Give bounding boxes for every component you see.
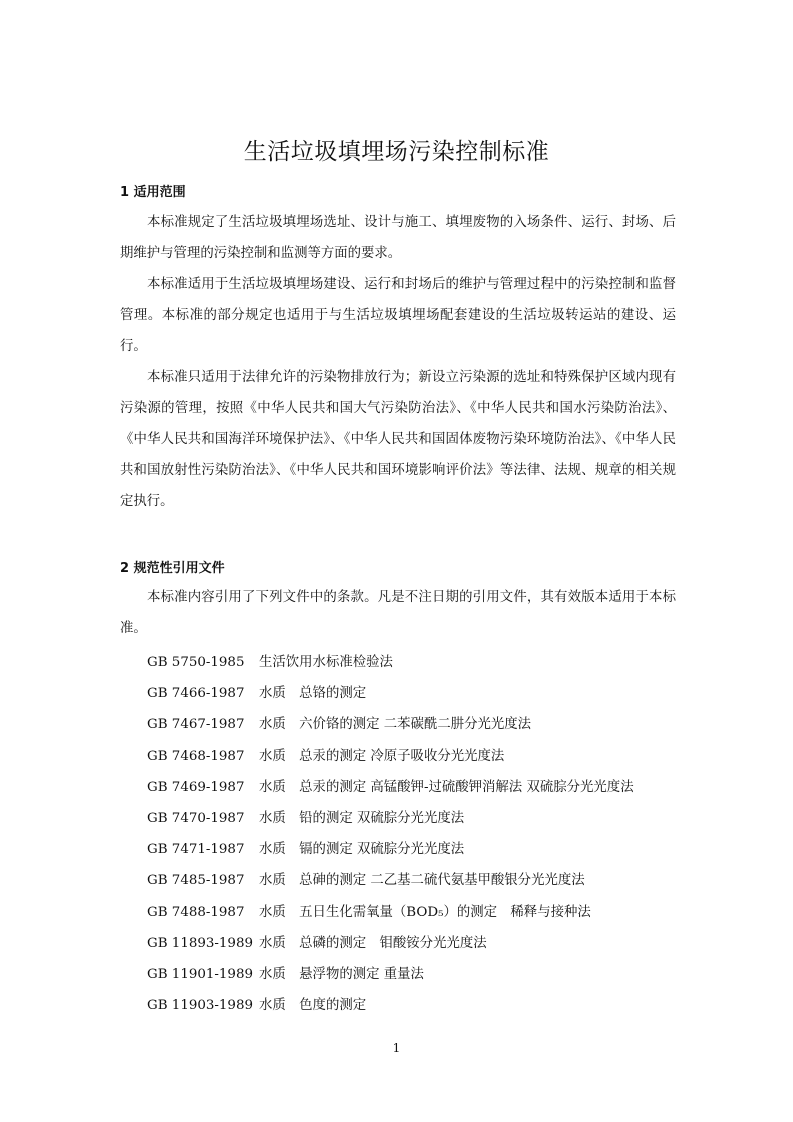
section-heading-scope: 1 适用范围 [120,185,186,200]
document-title: 生活垃圾填埋场污染控制标准 [243,139,550,166]
reference-code: GB 11893-1989 [147,935,253,951]
reference-title: 水质 总铬的测定 [259,686,367,702]
reference-title: 水质 总汞的测定 高锰酸钾-过硫酸钾消解法 双硫腙分光光度法 [259,779,634,795]
reference-item [147,959,634,990]
reference-item [147,678,634,709]
reference-title: 水质 悬浮物的测定 重量法 [259,966,424,982]
paragraph: 本标准内容引用了下列文件中的条款。凡是不注日期的引用文件，其有效版本适用于本标准。 [120,590,676,636]
paragraph: 本标准只适用于法律允许的污染物排放行为；新设立污染源的选址和特殊保护区域内现有污染源的管理，按照《中华人民共和国大气污染防治法》、《中华人民共和国水污染防治法》、《中华人民共和国海洋环境保护法》、《中华人民共和国固体废物污染环境防治法》、《中华人民共和国放射性污染防治法》、《中华人民共和国环境影响评价法》等法律、法规、规章的相关规定执行。 [120,370,676,509]
reference-code: GB 7466-1987 [147,686,245,702]
reference-code: GB 7469-1987 [147,779,245,795]
reference-list [147,647,634,1021]
reference-code: GB 7471-1987 [147,842,245,858]
reference-item [147,741,634,772]
reference-item [147,897,634,928]
reference-code: GB 7488-1987 [147,904,245,920]
reference-title: 水质 六价铬的测定 二苯碳酰二肼分光光度法 [259,717,532,733]
reference-item [147,647,634,678]
reference-code: GB 7470-1987 [147,810,245,826]
section-heading-normative-references: 2 规范性引用文件 [120,561,225,576]
reference-title: 水质 总砷的测定 二乙基二硫代氨基甲酸银分光光度法 [259,873,585,889]
reference-title: 水质 五日生化需氧量（BOD₅）的测定 稀释与接种法 [259,904,591,920]
reference-code: GB 11901-1989 [147,966,253,982]
reference-code: GB 7485-1987 [147,873,245,889]
paragraph: 本标准适用于生活垃圾填埋场建设、运行和封场后的维护与管理过程中的污染控制和监督管理。本标准的部分规定也适用于与生活垃圾填埋场配套建设的生活垃圾转运站的建设、运行。 [120,277,676,354]
reference-code: GB 7468-1987 [147,748,245,764]
reference-code: GB 5750-1985 [147,655,245,670]
reference-code: GB 11903-1989 [147,998,253,1014]
reference-item [147,803,634,834]
page-number: 1 [392,1041,401,1055]
reference-item [147,928,634,959]
reference-item [147,990,634,1021]
reference-title: 水质 色度的测定 [259,998,367,1014]
reference-title: 水质 铅的测定 双硫腙分光光度法 [259,810,465,826]
reference-item [147,865,634,896]
reference-title: 水质 总磷的测定 钼酸铵分光光度法 [259,935,487,951]
reference-item [147,772,634,803]
reference-item [147,709,634,740]
reference-title: 生活饮用水标准检验法 [259,655,393,670]
paragraph: 本标准规定了生活垃圾填埋场选址、设计与施工、填埋废物的入场条件、运行、封场、后期维护与管理的污染控制和监测等方面的要求。 [120,215,676,261]
reference-title: 水质 镉的测定 双硫腙分光光度法 [259,842,465,858]
reference-item [147,834,634,865]
reference-title: 水质 总汞的测定 冷原子吸收分光光度法 [259,748,505,764]
reference-code: GB 7467-1987 [147,717,245,733]
